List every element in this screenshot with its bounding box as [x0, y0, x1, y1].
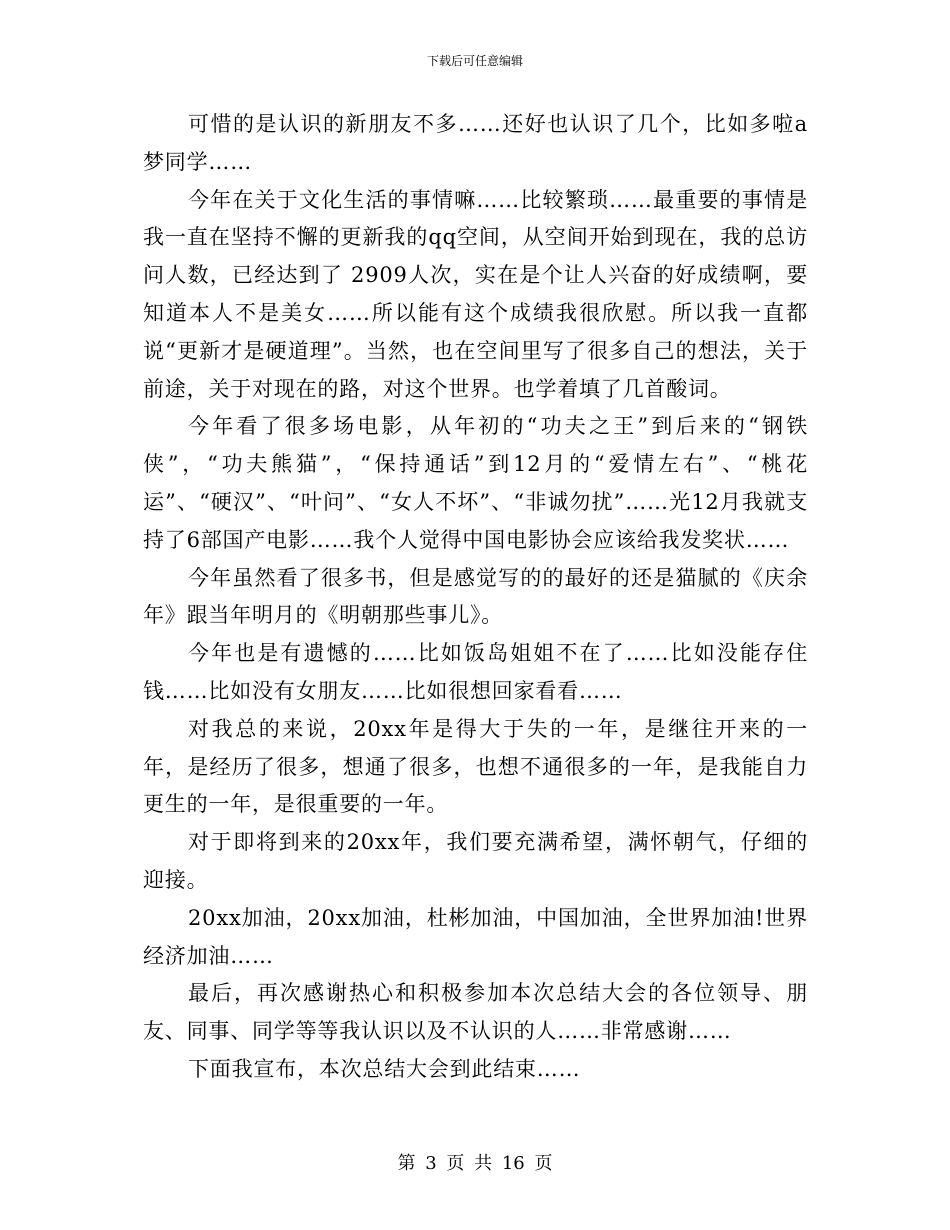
paragraph-cheers: 20xx加油，20xx加油，杜彬加油，中国加油，全世界加油!世界经济加油……: [143, 905, 808, 968]
paragraph-books: 今年虽然看了很多书，但是感觉写的的最好的还是猫腻的《庆余年》跟当年明月的《明朝那些事儿》。: [143, 565, 808, 628]
page-header: 下载后可任意编辑: [426, 54, 523, 68]
document-body: [143, 106, 808, 1089]
paragraph-cultural-life: 今年在关于文化生活的事情嘛……比较繁琐……最重要的事情是我一直在坚持不懈的更新我的qq空间，从空间开始到现在，我的总访问人数，已经达到了 2909人次，实在是个让人兴奋的好成绩啊，要知道本人不是美女……所以能有这个成绩我很欣慰。所以我一直都说“更新才是硬道理”。当然，也在空间里写了很多自己的想法，关于前途，关于对现在的路，对这个世界。也学着填了几首酸词。: [143, 187, 808, 401]
paragraph-summary: 对我总的来说，20xx年是得大于失的一年，是继往开来的一年，是经历了很多，想通了很多，也想不通很多的一年，是我能自力更生的一年，是很重要的一年。: [143, 716, 808, 817]
page-number-footer: 第 3 页 共 16 页: [397, 1153, 553, 1174]
paragraph-movies: 今年看了很多场电影，从年初的“功夫之王”到后来的“钢铁侠”，“功夫熊猫”，“保持通话”到12月的“爱情左右”、“桃花运”、“硬汉”、“叶问”、“女人不坏”、“非诚勿扰”……光12月我就支持了6部国产电影……我个人觉得中国电影协会应该给我发奖状……: [143, 414, 808, 552]
paragraph-regrets: 今年也是有遗憾的……比如饭岛姐姐不在了……比如没能存住钱……比如没有女朋友……比如很想回家看看……: [143, 641, 808, 703]
paragraph-next-year: 对于即将到来的20xx年，我们要充满希望，满怀朝气，仔细的迎接。: [143, 830, 808, 892]
paragraph-closing: 下面我宣布，本次总结大会到此结束……: [188, 1056, 581, 1081]
paragraph-thanks: 最后，再次感谢热心和积极参加本次总结大会的各位领导、朋友、同事、同学等等我认识以及不认识的人……非常感谢……: [143, 981, 808, 1044]
paragraph-new-friends: 可惜的是认识的新朋友不多……还好也认识了几个，比如多啦a梦同学……: [143, 112, 808, 174]
